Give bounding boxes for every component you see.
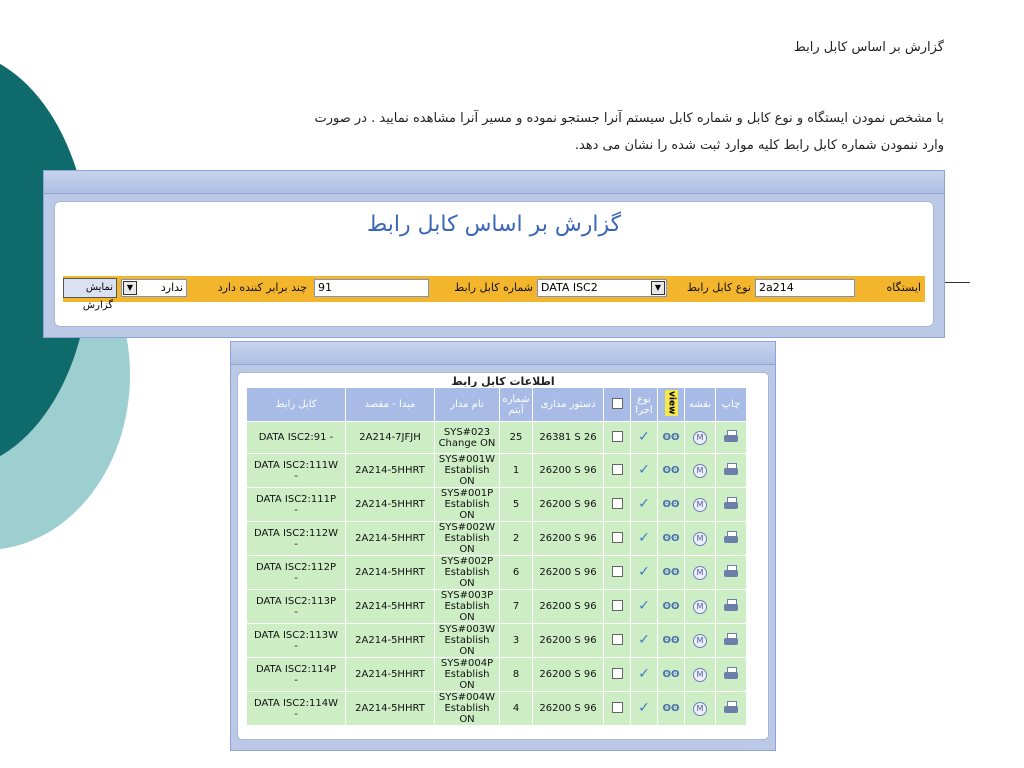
table-row [247,556,747,590]
col-exec-type: نوع اجرا [631,388,658,422]
cable-number-input[interactable]: 91 [314,279,429,297]
map-cell [685,692,716,726]
cable-name: DATA ISC2:111P [255,493,337,505]
circuit-command-cell: 26200 S 96 [533,692,604,726]
cable-type-select[interactable] [537,279,667,297]
origin-destination-cell: 2A214-5HHRT [346,522,435,556]
map-cell [685,556,716,590]
circuit-command-cell: 26381 S 26 [533,422,604,454]
item-number-cell: 5 [500,488,533,522]
circuit-command-cell: 26200 S 96 [533,658,604,692]
printer-icon[interactable] [724,667,738,679]
exec-cell [631,522,658,556]
cable-suffix: - [294,606,298,618]
print-cell [716,692,747,726]
circuit-status: Establish ON [444,635,490,657]
view-cell [658,658,685,692]
cable-suffix: - [294,538,298,550]
print-cell [716,422,747,454]
checkmark-icon: ✓ [638,461,650,478]
view-icon: view [666,391,677,415]
circuit-name: SYS#001P [440,488,494,499]
row-checkbox[interactable] [612,566,623,577]
glasses-icon[interactable]: ʘʘ [662,465,680,476]
cable-name: DATA ISC2:113P [255,595,337,607]
circuit-name-cell [435,658,500,692]
exec-cell [631,488,658,522]
print-cell [716,624,747,658]
map-cell [685,522,716,556]
search-panel [43,170,945,338]
glasses-icon[interactable]: ʘʘ [662,635,680,646]
cable-cell [247,522,346,556]
row-checkbox[interactable] [612,634,623,645]
search-panel-header [44,171,944,194]
glasses-icon[interactable]: ʘʘ [662,703,680,714]
circuit-name-cell [435,692,500,726]
map-cell [685,658,716,692]
printer-icon[interactable] [724,599,738,611]
cable-suffix: - [294,708,298,720]
exec-cell [631,454,658,488]
origin-destination-cell: 2A214-5HHRT [346,692,435,726]
circuit-status: Change ON [438,437,496,449]
cable-cell [247,590,346,624]
station-input[interactable]: 2a214 [755,279,855,297]
circuit-status: Establish ON [444,669,490,691]
print-cell [716,488,747,522]
glasses-icon[interactable]: ʘʘ [662,669,680,680]
circuit-name: SYS#002W [438,522,496,533]
exec-cell [631,556,658,590]
printer-icon[interactable] [724,701,738,713]
cable-cell [247,488,346,522]
circuit-status: Establish ON [444,703,490,725]
exec-cell [631,590,658,624]
table-row [247,522,747,556]
exec-cell [631,658,658,692]
cable-name: DATA ISC2:112P [255,561,337,573]
view-cell [658,624,685,658]
map-icon[interactable]: M [693,532,707,546]
cable-name: DATA ISC2:114P [255,663,337,675]
table-header-row [247,388,747,422]
cable-name: DATA ISC2:112W [254,527,338,539]
chevron-down-icon[interactable]: ▼ [123,281,137,295]
circuit-name: SYS#001W [438,454,496,465]
origin-destination-cell: 2A214-5HHRT [346,556,435,590]
circuit-command-cell: 26200 S 96 [533,590,604,624]
circuit-name-cell [435,556,500,590]
item-number-cell: 3 [500,624,533,658]
item-number-cell: 2 [500,522,533,556]
glasses-icon[interactable]: ʘʘ [662,567,680,578]
circuit-status: Establish ON [444,465,490,487]
slide-description-line-2: وارد ننمودن شماره کابل رابط کلیه موارد ثبت شده را نشان می دهد. [574,138,944,153]
circuit-name: SYS#002P [440,556,494,567]
item-number-cell: 25 [500,422,533,454]
circuit-name-cell [435,624,500,658]
form-title: گزارش بر اساس کابل رابط [366,212,622,237]
checkmark-icon: ✓ [638,529,650,546]
glasses-icon[interactable]: ʘʘ [662,432,680,443]
select-cell [604,590,631,624]
exec-cell [631,422,658,454]
results-panel-header [231,342,775,365]
col-print: چاپ [716,388,747,422]
col-select [604,388,631,422]
table-row [247,692,747,726]
slide-description-line-1: با مشخص نمودن ایستگاه و نوع کابل و شماره کابل سیستم آنرا جستجو نموده و مسیر آنرا مشاهده نمایید . در صورت [314,111,944,126]
cable-type-value: DATA ISC2 [541,281,598,294]
circuit-name-cell [435,522,500,556]
select-cell [604,488,631,522]
map-cell [685,488,716,522]
view-cell [658,422,685,454]
cable-name: DATA ISC2:113W [254,629,338,641]
circuit-command-cell: 26200 S 96 [533,454,604,488]
origin-destination-cell: 2A214-7JFJH [346,422,435,454]
map-icon[interactable]: M [693,566,707,580]
cable-name: DATA ISC2:91 - [258,432,334,443]
cable-suffix: - [294,674,298,686]
circuit-status: Establish ON [444,533,490,555]
cable-type-label: نوع کابل رابط [686,281,751,294]
print-cell [716,658,747,692]
slide-description [114,105,944,159]
table-row [247,454,747,488]
item-number-cell: 8 [500,658,533,692]
item-number-cell: 4 [500,692,533,726]
table-row [247,488,747,522]
row-checkbox[interactable] [612,702,623,713]
circuit-status: Establish ON [444,601,490,623]
map-icon[interactable]: M [693,702,707,716]
origin-destination-cell: 2A214-5HHRT [346,658,435,692]
row-checkbox[interactable] [612,532,623,543]
col-view [658,388,685,422]
view-cell [658,488,685,522]
search-form-row [63,276,925,311]
circuit-command-cell: 26200 S 96 [533,522,604,556]
divider-line [945,282,970,283]
map-cell [685,590,716,624]
cable-cell [247,422,346,454]
print-cell [716,454,747,488]
results-table-body [247,422,747,726]
circuit-name: SYS#004W [438,692,496,703]
cable-cell [247,454,346,488]
show-report-button[interactable]: نمایش گزارش [63,278,117,298]
results-caption: اطلاعات کابل رابط [451,375,555,388]
printer-icon[interactable] [724,531,738,543]
results-panel [230,341,776,751]
cable-cell [247,658,346,692]
printer-icon[interactable] [724,565,738,577]
origin-destination-cell: 2A214-5HHRT [346,454,435,488]
cable-cell [247,556,346,590]
map-cell [685,422,716,454]
row-checkbox[interactable] [612,600,623,611]
results-table [246,387,747,726]
row-checkbox[interactable] [612,464,623,475]
map-cell [685,624,716,658]
printer-icon[interactable] [724,463,738,475]
select-all-checkbox[interactable] [612,398,623,409]
row-checkbox[interactable] [612,498,623,509]
circuit-status: Establish ON [444,567,490,589]
table-row [247,658,747,692]
multiplier-select[interactable] [121,279,187,297]
circuit-name: SYS#003W [438,624,496,635]
circuit-name: SYS#004P [440,658,494,669]
exec-cell [631,692,658,726]
cable-suffix: - [294,640,298,652]
view-cell [658,692,685,726]
checkmark-icon: ✓ [638,428,650,445]
col-circuit-name: نام مدار [435,388,500,422]
cable-cell [247,692,346,726]
col-cable: کابل رابط [247,388,346,422]
item-number-cell: 1 [500,454,533,488]
map-icon[interactable]: M [693,600,707,614]
multiplier-label: چند برابر کننده دارد [217,281,307,294]
item-number-cell: 7 [500,590,533,624]
table-row [247,624,747,658]
map-icon[interactable]: M [693,498,707,512]
checkmark-icon: ✓ [638,563,650,580]
select-cell [604,522,631,556]
view-cell [658,454,685,488]
row-checkbox[interactable] [612,431,623,442]
results-panel-body [237,372,769,740]
select-cell [604,624,631,658]
map-icon[interactable]: M [693,464,707,478]
cable-suffix: - [294,470,298,482]
select-cell [604,692,631,726]
col-item-number: شماره آیتم [500,388,533,422]
circuit-command-cell: 26200 S 96 [533,624,604,658]
print-cell [716,522,747,556]
cable-name: DATA ISC2:114W [254,697,338,709]
col-origin-destination: مبدا - مقصد [346,388,435,422]
circuit-command-cell: 26200 S 96 [533,556,604,590]
row-checkbox[interactable] [612,668,623,679]
checkmark-icon: ✓ [638,665,650,682]
circuit-name-cell [435,590,500,624]
cable-suffix: - [294,572,298,584]
multiplier-value: ندارد [160,281,183,294]
item-number-cell: 6 [500,556,533,590]
cable-cell [247,624,346,658]
circuit-name-cell [435,422,500,454]
exec-cell [631,624,658,658]
col-map: نقشه [685,388,716,422]
circuit-name: SYS#023 [443,426,491,438]
printer-icon[interactable] [724,497,738,509]
view-cell [658,590,685,624]
glasses-icon[interactable]: ʘʘ [662,601,680,612]
checkmark-icon: ✓ [638,597,650,614]
glasses-icon[interactable]: ʘʘ [662,499,680,510]
origin-destination-cell: 2A214-5HHRT [346,624,435,658]
circuit-name-cell [435,488,500,522]
slide-title: گزارش بر اساس کابل رابط [793,40,944,55]
view-cell [658,556,685,590]
select-cell [604,556,631,590]
print-cell [716,556,747,590]
map-icon[interactable]: M [693,668,707,682]
map-icon[interactable]: M [693,431,707,445]
origin-destination-cell: 2A214-5HHRT [346,590,435,624]
printer-icon[interactable] [724,430,738,442]
circuit-name-cell [435,454,500,488]
print-cell [716,590,747,624]
view-cell [658,522,685,556]
select-cell [604,658,631,692]
circuit-status: Establish ON [444,499,490,521]
circuit-command-cell: 26200 S 96 [533,488,604,522]
select-cell [604,422,631,454]
origin-destination-cell: 2A214-5HHRT [346,488,435,522]
search-panel-body [54,201,934,327]
cable-suffix: - [294,504,298,516]
table-row [247,422,747,454]
table-row [247,590,747,624]
cable-name: DATA ISC2:111W [254,459,338,471]
checkmark-icon: ✓ [638,495,650,512]
select-cell [604,454,631,488]
printer-icon[interactable] [724,633,738,645]
station-label: ایستگاه [886,281,921,294]
map-cell [685,454,716,488]
checkmark-icon: ✓ [638,631,650,648]
chevron-down-icon[interactable]: ▼ [651,281,665,295]
cable-number-label: شماره کابل رابط [454,281,533,294]
col-circuit-command: دستور مداری [533,388,604,422]
glasses-icon[interactable]: ʘʘ [662,533,680,544]
map-icon[interactable]: M [693,634,707,648]
circuit-name: SYS#003P [440,590,494,601]
checkmark-icon: ✓ [638,699,650,716]
